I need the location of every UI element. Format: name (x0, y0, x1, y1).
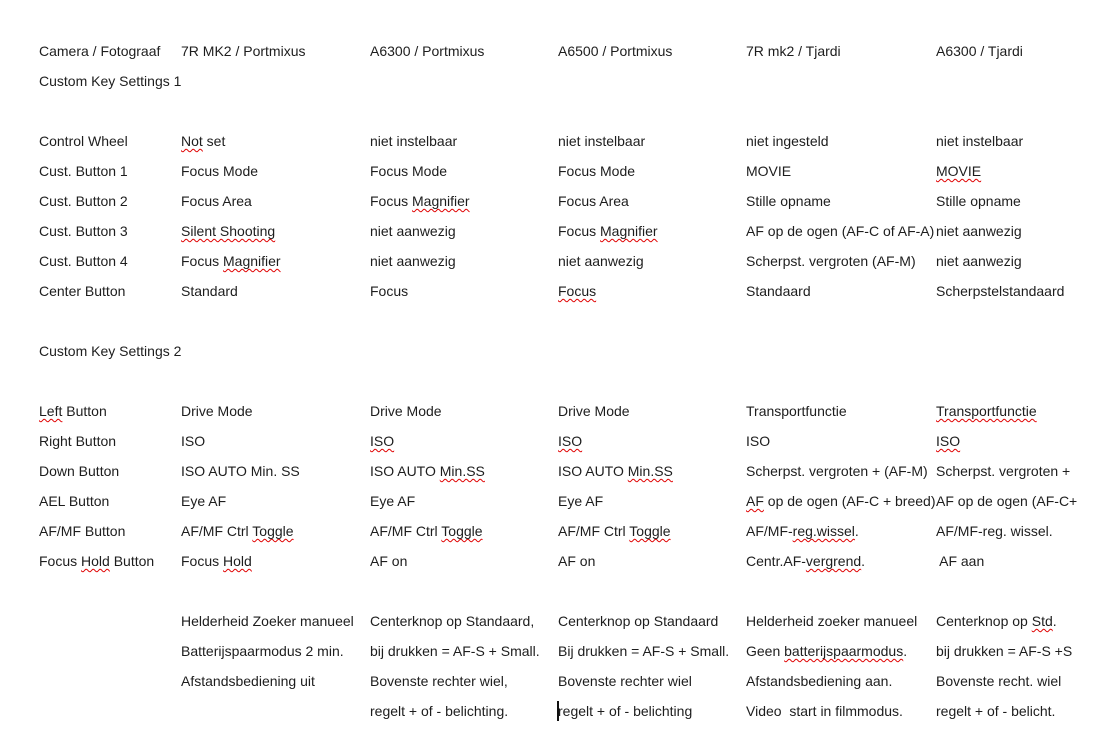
text-segment: AF on (558, 553, 596, 569)
row-label-cell[interactable] (39, 186, 181, 216)
misspelled-word: ISO (558, 433, 583, 449)
value-cell[interactable] (558, 546, 746, 576)
row-section-custom-key-settings-2 (39, 336, 1104, 366)
value-cell[interactable] (181, 126, 370, 156)
value-cell[interactable] (558, 696, 746, 726)
text-segment: niet aanwezig (370, 253, 456, 269)
value-cell[interactable] (558, 336, 746, 366)
text-segment: Bovenste recht. wiel (936, 673, 1062, 689)
value-cell[interactable] (370, 186, 558, 216)
value-cell[interactable] (558, 156, 746, 186)
text-segment: ISO AUTO (558, 463, 628, 479)
value-cell[interactable] (746, 606, 936, 636)
text-segment: AF/MF Ctrl (370, 523, 442, 539)
value-cell[interactable] (936, 126, 1104, 156)
row-notes-line-2 (39, 636, 1104, 666)
misspelled-word: Magnifier (600, 223, 658, 239)
misspelled-word: Min.SS (627, 463, 673, 479)
value-cell[interactable] (936, 276, 1104, 306)
row-label-cell[interactable] (39, 606, 181, 636)
text-segment: ISO (181, 433, 206, 449)
misspelled-word: Std (1031, 613, 1053, 629)
value-cell[interactable] (370, 126, 558, 156)
value-cell[interactable] (936, 366, 1104, 396)
row-notes-line-3 (39, 666, 1104, 696)
value-cell[interactable] (936, 186, 1104, 216)
text-segment: niet instelbaar (558, 133, 646, 149)
row-focus-hold-button (39, 546, 1104, 576)
text-segment: Scherpst. vergroten (AF-M) (746, 253, 916, 269)
text-segment: Focus Mode (181, 163, 259, 179)
text-segment: Scherpstelstandaard (936, 283, 1065, 299)
value-cell[interactable] (746, 156, 936, 186)
text-segment: set (202, 133, 226, 149)
value-cell[interactable] (558, 486, 746, 516)
value-cell[interactable] (558, 606, 746, 636)
value-cell[interactable] (181, 396, 370, 426)
value-cell[interactable] (936, 216, 1104, 246)
value-cell[interactable] (746, 576, 936, 606)
row-label-cell[interactable] (39, 576, 181, 606)
misspelled-word: Toggle (252, 523, 294, 539)
text-segment: Bovenste rechter wiel, (370, 673, 508, 689)
row-cust-button-2 (39, 186, 1104, 216)
text-segment: Eye AF (558, 493, 604, 509)
row-label-cell[interactable] (39, 426, 181, 456)
value-cell[interactable] (746, 186, 936, 216)
text-segment: Center Button (39, 283, 126, 299)
misspelled-word: AF (746, 493, 764, 509)
settings-table (39, 36, 1104, 726)
value-cell[interactable] (558, 126, 746, 156)
value-cell[interactable] (936, 396, 1104, 426)
text-segment: niet aanwezig (936, 253, 1022, 269)
value-cell[interactable] (558, 396, 746, 426)
misspelled-word: ISO (370, 433, 395, 449)
value-cell[interactable] (370, 636, 558, 666)
text-segment: ISO (746, 433, 771, 449)
text-segment: Scherpst. vergroten + (AF-M) (746, 463, 928, 479)
value-cell[interactable] (558, 306, 746, 336)
text-segment: niet aanwezig (936, 223, 1022, 239)
value-cell[interactable] (181, 66, 370, 96)
misspelled-word: Magnifier (223, 253, 281, 269)
row-label-cell[interactable] (39, 126, 181, 156)
text-segment: . (903, 643, 908, 659)
text-segment: Standaard (746, 283, 811, 299)
text-segment: 7R mk2 / Tjardi (746, 43, 841, 59)
row-ael-button (39, 486, 1104, 516)
text-segment: Drive Mode (558, 403, 630, 419)
value-cell[interactable] (746, 276, 936, 306)
text-segment: Focus Mode (370, 163, 448, 179)
value-cell[interactable] (370, 156, 558, 186)
row-label-cell[interactable] (39, 156, 181, 186)
misspelled-word: Toggle (629, 523, 671, 539)
text-segment: bij drukken = AF-S +S (936, 643, 1073, 659)
value-cell[interactable] (558, 366, 746, 396)
text-segment: AF aan (936, 553, 985, 569)
value-cell[interactable] (181, 366, 370, 396)
value-cell[interactable] (936, 336, 1104, 366)
row-spacer-1 (39, 96, 1104, 126)
text-segment: A6300 / Tjardi (936, 43, 1023, 59)
row-down-button (39, 456, 1104, 486)
text-segment: A6500 / Portmixus (558, 43, 673, 59)
row-right-button (39, 426, 1104, 456)
value-cell[interactable] (370, 486, 558, 516)
row-spacer-3 (39, 366, 1104, 396)
value-cell[interactable] (746, 396, 936, 426)
value-cell[interactable] (746, 306, 936, 336)
value-cell[interactable] (181, 516, 370, 546)
row-section-custom-key-settings-1 (39, 66, 1104, 96)
value-cell[interactable] (181, 96, 370, 126)
text-segment: A6300 / Portmixus (370, 43, 485, 59)
text-segment: Centr.AF- (746, 553, 806, 569)
text-segment: Video start in filmmodus. (746, 703, 903, 719)
misspelled-word: Hold (81, 553, 110, 569)
row-header (39, 36, 1104, 66)
misspelled-word: Silent Shooting (181, 223, 276, 239)
value-cell[interactable] (558, 636, 746, 666)
text-segment: niet instelbaar (936, 133, 1024, 149)
row-label-cell[interactable] (39, 306, 181, 336)
text-segment: . (861, 553, 866, 569)
text-segment: regelt + of - belicht. (936, 703, 1056, 719)
row-label-cell[interactable] (39, 36, 181, 66)
value-cell[interactable] (370, 276, 558, 306)
text-segment: Down Button (39, 463, 120, 479)
value-cell[interactable] (558, 666, 746, 696)
value-cell[interactable] (181, 246, 370, 276)
misspelled-word: Left (39, 403, 63, 419)
value-cell[interactable] (181, 666, 370, 696)
text-segment: Bovenste rechter wiel (558, 673, 692, 689)
text-segment: Custom Key Settings 1 (39, 73, 182, 89)
misspelled-word: MOVIE (936, 163, 982, 179)
value-cell[interactable] (370, 96, 558, 126)
value-cell[interactable] (746, 216, 936, 246)
text-segment: Cust. Button 1 (39, 163, 128, 179)
text-segment: Focus (181, 253, 224, 269)
value-cell[interactable] (181, 486, 370, 516)
value-cell[interactable] (936, 156, 1104, 186)
value-cell[interactable] (746, 666, 936, 696)
text-segment: AF/MF Ctrl (181, 523, 253, 539)
text-segment: . (854, 523, 859, 539)
text-segment: Custom Key Settings 2 (39, 343, 182, 359)
value-cell[interactable] (936, 456, 1104, 486)
text-segment: AF op de ogen (AF-C of AF-A) (746, 223, 935, 239)
text-segment: Afstandsbediening aan. (746, 673, 893, 689)
text-segment: Batterijspaarmodus 2 min. (181, 643, 344, 659)
text-segment: regelt + of - belichting (558, 703, 693, 719)
text-segment: Stille opname (936, 193, 1021, 209)
text-segment: Focus (558, 223, 601, 239)
value-cell[interactable] (370, 696, 558, 726)
text-segment: Cust. Button 4 (39, 253, 128, 269)
value-cell[interactable] (936, 696, 1104, 726)
row-label-cell[interactable] (39, 666, 181, 696)
row-label-cell[interactable] (39, 396, 181, 426)
value-cell[interactable] (746, 696, 936, 726)
row-label-cell[interactable] (39, 276, 181, 306)
value-cell[interactable] (370, 426, 558, 456)
text-segment: niet ingesteld (746, 133, 829, 149)
text-segment: 7R MK2 / Portmixus (181, 43, 306, 59)
misspelled-word: batterijspaarmodus (784, 643, 904, 659)
value-cell[interactable] (370, 366, 558, 396)
value-cell[interactable] (370, 576, 558, 606)
row-label-cell[interactable] (39, 546, 181, 576)
text-segment: AF/MF- (746, 523, 793, 539)
value-cell[interactable] (370, 306, 558, 336)
value-cell[interactable] (370, 456, 558, 486)
row-notes-line-1 (39, 606, 1104, 636)
text-segment: Bij drukken = AF-S + Small. (558, 643, 730, 659)
text-segment: Stille opname (746, 193, 831, 209)
row-label-cell[interactable] (39, 696, 181, 726)
text-segment: Helderheid zoeker manueel (746, 613, 918, 629)
text-segment: AF/MF Ctrl (558, 523, 630, 539)
misspelled-word: Magnifier (412, 193, 470, 209)
text-segment: Cust. Button 3 (39, 223, 128, 239)
value-cell[interactable] (181, 186, 370, 216)
value-cell[interactable] (558, 276, 746, 306)
row-label-cell[interactable] (39, 636, 181, 666)
row-label-cell[interactable] (39, 66, 181, 96)
misspelled-word: Not (181, 133, 203, 149)
value-cell[interactable] (746, 546, 936, 576)
value-cell[interactable] (558, 216, 746, 246)
misspelled-word: ISO (936, 433, 961, 449)
text-segment: Focus (39, 553, 82, 569)
text-segment: AF op de ogen (AF-C+ (936, 493, 1078, 509)
value-cell[interactable] (181, 336, 370, 366)
value-cell[interactable] (558, 66, 746, 96)
text-segment: Focus (370, 283, 409, 299)
value-cell[interactable] (181, 216, 370, 246)
row-label-cell[interactable] (39, 336, 181, 366)
text-segment: Drive Mode (370, 403, 442, 419)
value-cell[interactable] (936, 66, 1104, 96)
value-cell[interactable] (181, 636, 370, 666)
value-cell[interactable] (370, 246, 558, 276)
text-segment: . (1052, 613, 1057, 629)
value-cell[interactable] (936, 636, 1104, 666)
row-cust-button-1 (39, 156, 1104, 186)
value-cell[interactable] (558, 516, 746, 546)
text-segment: ISO AUTO (370, 463, 440, 479)
text-segment: Centerknop op Standaard, (370, 613, 535, 629)
row-label-cell[interactable] (39, 246, 181, 276)
row-left-button (39, 396, 1104, 426)
value-cell[interactable] (936, 486, 1104, 516)
value-cell[interactable] (370, 546, 558, 576)
misspelled-word: Min.SS (439, 463, 485, 479)
value-cell[interactable] (181, 696, 370, 726)
value-cell[interactable] (746, 456, 936, 486)
text-segment: Control Wheel (39, 133, 128, 149)
value-cell[interactable] (746, 36, 936, 66)
value-cell[interactable] (936, 36, 1104, 66)
value-cell[interactable] (936, 516, 1104, 546)
misspelled-word: Transportfunctie (936, 403, 1037, 419)
value-cell[interactable] (746, 66, 936, 96)
value-cell[interactable] (558, 186, 746, 216)
row-af-mf-button (39, 516, 1104, 546)
text-segment: AF on (370, 553, 408, 569)
value-cell[interactable] (181, 456, 370, 486)
text-segment: Focus Mode (558, 163, 636, 179)
value-cell[interactable] (370, 336, 558, 366)
text-segment: Drive Mode (181, 403, 253, 419)
misspelled-word: Focus (558, 283, 597, 299)
text-segment: Centerknop op Standaard (558, 613, 719, 629)
value-cell[interactable] (746, 336, 936, 366)
misspelled-word: Hold (223, 553, 252, 569)
text-segment: Helderheid Zoeker manueel (181, 613, 354, 629)
text-segment: Focus Area (181, 193, 252, 209)
value-cell[interactable] (181, 36, 370, 66)
value-cell[interactable] (181, 306, 370, 336)
value-cell[interactable] (746, 246, 936, 276)
text-segment: niet aanwezig (558, 253, 644, 269)
value-cell[interactable] (746, 126, 936, 156)
value-cell[interactable] (370, 666, 558, 696)
value-cell[interactable] (370, 216, 558, 246)
value-cell[interactable] (370, 396, 558, 426)
row-center-button (39, 276, 1104, 306)
row-control-wheel (39, 126, 1104, 156)
value-cell[interactable] (746, 426, 936, 456)
value-cell[interactable] (936, 606, 1104, 636)
text-segment: Geen (746, 643, 785, 659)
text-segment: regelt + of - belichting. (370, 703, 509, 719)
text-segment: Button (62, 403, 107, 419)
misspelled-word: Toggle (441, 523, 483, 539)
value-cell[interactable] (558, 246, 746, 276)
row-label-cell[interactable] (39, 366, 181, 396)
value-cell[interactable] (558, 576, 746, 606)
text-segment: niet aanwezig (370, 223, 456, 239)
value-cell[interactable] (558, 456, 746, 486)
text-segment: Transportfunctie (746, 403, 847, 419)
value-cell[interactable] (370, 66, 558, 96)
text-segment: niet instelbaar (370, 133, 458, 149)
text-segment: Scherpst. vergroten + (936, 463, 1071, 479)
text-segment: op de ogen (AF-C + breed) (763, 493, 936, 509)
text-segment: Cust. Button 2 (39, 193, 128, 209)
text-segment: Camera / Fotograaf (39, 43, 161, 59)
value-cell[interactable] (181, 426, 370, 456)
row-label-cell[interactable] (39, 516, 181, 546)
value-cell[interactable] (936, 306, 1104, 336)
row-spacer-2 (39, 306, 1104, 336)
text-segment: Eye AF (181, 493, 227, 509)
text-cursor (557, 701, 559, 721)
row-label-cell[interactable] (39, 96, 181, 126)
value-cell[interactable] (558, 96, 746, 126)
value-cell[interactable] (746, 96, 936, 126)
value-cell[interactable] (746, 366, 936, 396)
text-segment: Right Button (39, 433, 117, 449)
value-cell[interactable] (181, 546, 370, 576)
value-cell[interactable] (746, 486, 936, 516)
value-cell[interactable] (181, 606, 370, 636)
text-segment: Centerknop op (936, 613, 1032, 629)
text-segment: Focus (181, 553, 224, 569)
value-cell[interactable] (181, 276, 370, 306)
row-cust-button-4 (39, 246, 1104, 276)
value-cell[interactable] (936, 576, 1104, 606)
text-segment: Eye AF (370, 493, 416, 509)
text-segment: Focus (370, 193, 413, 209)
text-segment: bij drukken = AF-S + Small. (370, 643, 540, 659)
value-cell[interactable] (181, 576, 370, 606)
text-segment: MOVIE (746, 163, 792, 179)
value-cell[interactable] (558, 426, 746, 456)
row-label-cell[interactable] (39, 456, 181, 486)
text-segment: AF/MF Button (39, 523, 126, 539)
text-segment: ISO AUTO Min. SS (181, 463, 300, 479)
value-cell[interactable] (936, 546, 1104, 576)
row-label-cell[interactable] (39, 216, 181, 246)
value-cell[interactable] (746, 516, 936, 546)
value-cell[interactable] (936, 246, 1104, 276)
value-cell[interactable] (370, 606, 558, 636)
text-segment: AEL Button (39, 493, 110, 509)
value-cell[interactable] (936, 96, 1104, 126)
text-segment: AF/MF-reg. wissel. (936, 523, 1053, 539)
text-segment: Standard (181, 283, 238, 299)
value-cell[interactable] (936, 666, 1104, 696)
value-cell[interactable] (746, 636, 936, 666)
value-cell[interactable] (370, 36, 558, 66)
value-cell[interactable] (370, 516, 558, 546)
text-segment: Afstandsbediening uit (181, 673, 315, 689)
misspelled-word: vergrend (805, 553, 862, 569)
text-segment: Button (109, 553, 155, 569)
row-spacer-4 (39, 576, 1104, 606)
row-notes-line-4 (39, 696, 1104, 726)
value-cell[interactable] (936, 426, 1104, 456)
row-cust-button-3 (39, 216, 1104, 246)
row-label-cell[interactable] (39, 486, 181, 516)
value-cell[interactable] (181, 156, 370, 186)
value-cell[interactable] (558, 36, 746, 66)
misspelled-word: reg.wissel (792, 523, 855, 539)
text-segment: Focus Area (558, 193, 629, 209)
